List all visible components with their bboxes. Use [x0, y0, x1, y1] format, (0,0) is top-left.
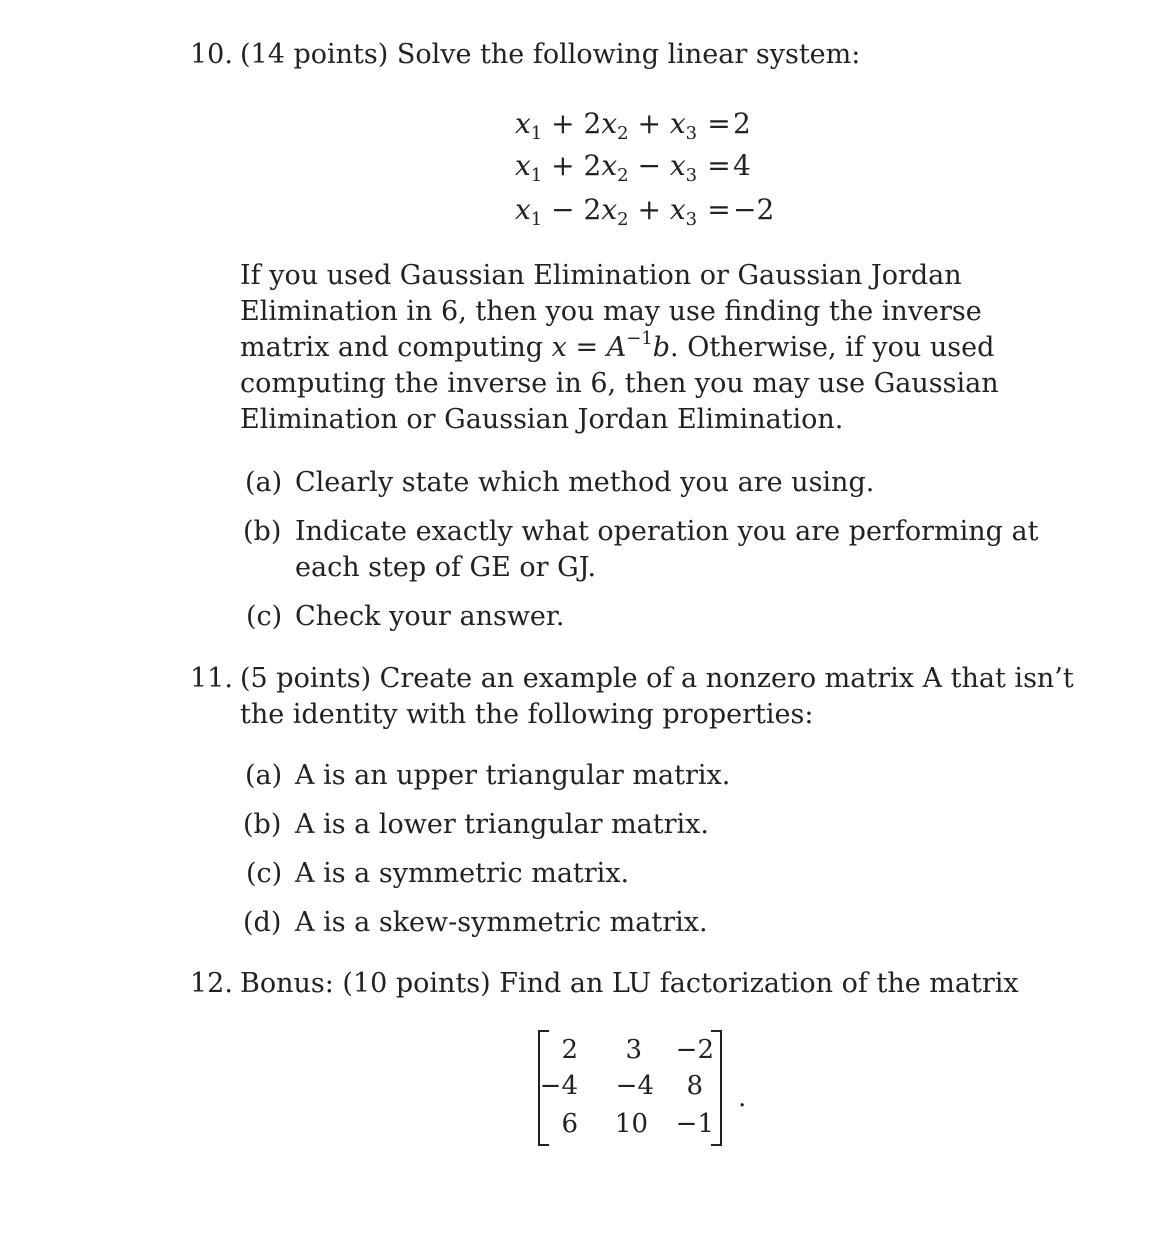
q11-item-b-text: A is a lower triangular matrix. [295, 809, 709, 840]
equation-2-rhs: 4 [733, 149, 751, 182]
matrix-cell-r2c3: 8 [686, 1071, 703, 1101]
matrix-cell-r3c3: −1 [675, 1109, 714, 1139]
q11-item-a-label: (a) [245, 760, 283, 791]
q10-item-c-label: (c) [246, 601, 283, 632]
equation-3-rhs: −2 [733, 193, 775, 226]
lu-matrix [538, 1030, 740, 1144]
q10-number: 10. [190, 39, 233, 70]
q10-item-b-text-cont: each step of GE or GJ. [295, 552, 597, 583]
q11-item-d-text: A is a skew-symmetric matrix. [295, 907, 708, 938]
matrix-cell-r2c2: −4 [615, 1071, 654, 1101]
q11-line2: the identity with the following properties: [240, 699, 814, 730]
q10-item-c-text: Check your answer. [295, 601, 565, 632]
equation-1-rhs: 2 [733, 107, 751, 140]
matrix-cell-r2c1: −4 [539, 1071, 578, 1101]
q10-instructions: If you used Gaussian Elimination or Gaussian Jordan Elimination in 6, then you may use finding the inverse matrix and computing $x = A^{-1}b$. Otherwise, if you used computing the inverse in 6, then you may use Gaussian Elimination or Gaussian Jordan Elimination. [240, 260, 999, 435]
matrix-cell-r1c3: −2 [675, 1035, 714, 1065]
equation-3: $x_1 - 2x_2 + x_3 =-2$ [515, 193, 775, 230]
q11-item-d-label: (d) [243, 907, 282, 938]
equation-1: $x_1 + 2x_2 + x_3 =2$ [515, 107, 751, 144]
matrix-cell-r1c2: 3 [625, 1035, 642, 1065]
q12-number: 12. [190, 968, 233, 999]
matrix-trailing-period: . [738, 1083, 747, 1113]
q11-item-a-text: A is an upper triangular matrix. [295, 760, 731, 791]
matrix-cell-r1c1: 2 [561, 1035, 578, 1065]
q11-line1: (5 points) Create an example of a nonzero matrix A that isn’t [240, 663, 1074, 694]
q12-header: Bonus: (10 points) Find an LU factorization of the matrix [240, 968, 1019, 999]
q10-item-b-label: (b) [243, 516, 282, 547]
q11-item-c-text: A is a symmetric matrix. [295, 858, 630, 889]
q11-item-c-label: (c) [246, 858, 283, 889]
q10-header: (14 points) Solve the following linear system: [240, 39, 861, 70]
equation-2: $x_1 + 2x_2 - x_3 =4$ [515, 149, 751, 186]
q10-item-a-text: Clearly state which method you are using. [295, 467, 875, 498]
q11-number: 11. [190, 663, 233, 694]
q10-item-b-text: Indicate exactly what operation you are performing at [295, 516, 1039, 547]
q10-item-a-label: (a) [245, 467, 283, 498]
matrix-cell-r3c2: 10 [614, 1109, 648, 1139]
matrix-cell-r3c1: 6 [561, 1109, 578, 1139]
q11-item-b-label: (b) [243, 809, 282, 840]
